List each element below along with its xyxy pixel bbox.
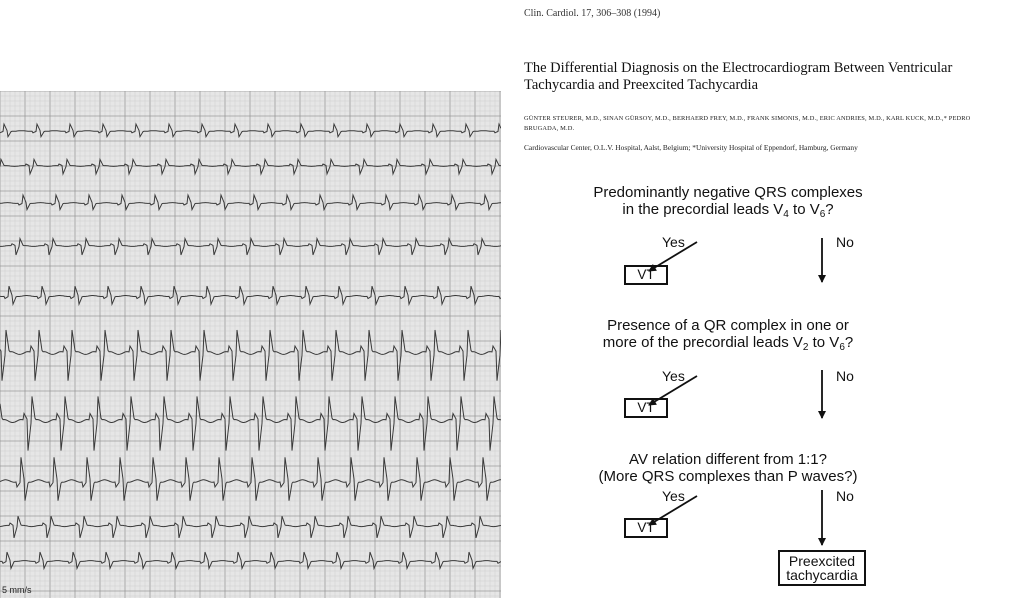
yes-label-3: Yes	[662, 488, 685, 504]
vt-box-1: VT	[624, 265, 668, 285]
question-1: Predominantly negative QRS complexes in the precordial leads $V_4$ to $V_6$?	[593, 184, 863, 220]
question-3: AV relation different from 1:1? (More QRS complexes than P waves?)	[598, 451, 858, 485]
article-title: The Differential Diagnosis on the Electrocardiogram Between Ventricular Tachycardia and Preexcited Tachycardia	[524, 60, 953, 93]
journal-citation: Clin. Cardiol. 17, 306–308 (1994)	[524, 8, 661, 19]
question-2: Presence of a QR complex in one or more of the precordial leads $V_2$ to $V_6$?	[602, 317, 854, 353]
result-box-preexcited-tachycardia: Preexcited tachycardia	[778, 550, 866, 586]
yes-label-2: Yes	[662, 368, 685, 384]
article-affiliation: Cardiovascular Center, O.L.V. Hospital, Aalst, Belgium; *University Hospital of Eppendorf, Hamburg, Germany	[524, 143, 858, 152]
ecg-paper-speed-label: 5 mm/s	[2, 585, 32, 595]
no-label-2: No	[836, 368, 854, 384]
ecg-strip-image	[0, 91, 501, 598]
article-authors: GÜNTER STEURER, M.D., SINAN GÜRSOY, M.D., BERHAERD FREY, M.D., FRANK SIMONIS, M.D., ERIC ANDRIES, M.D., KARL KUCK, M.D.,* PEDRO BRUGADA, M.D.	[524, 115, 971, 132]
no-label-3: No	[836, 488, 854, 504]
no-label-1: No	[836, 234, 854, 250]
yes-label-1: Yes	[662, 234, 685, 250]
vt-box-2: VT	[624, 398, 668, 418]
vt-box-3: VT	[624, 518, 668, 538]
